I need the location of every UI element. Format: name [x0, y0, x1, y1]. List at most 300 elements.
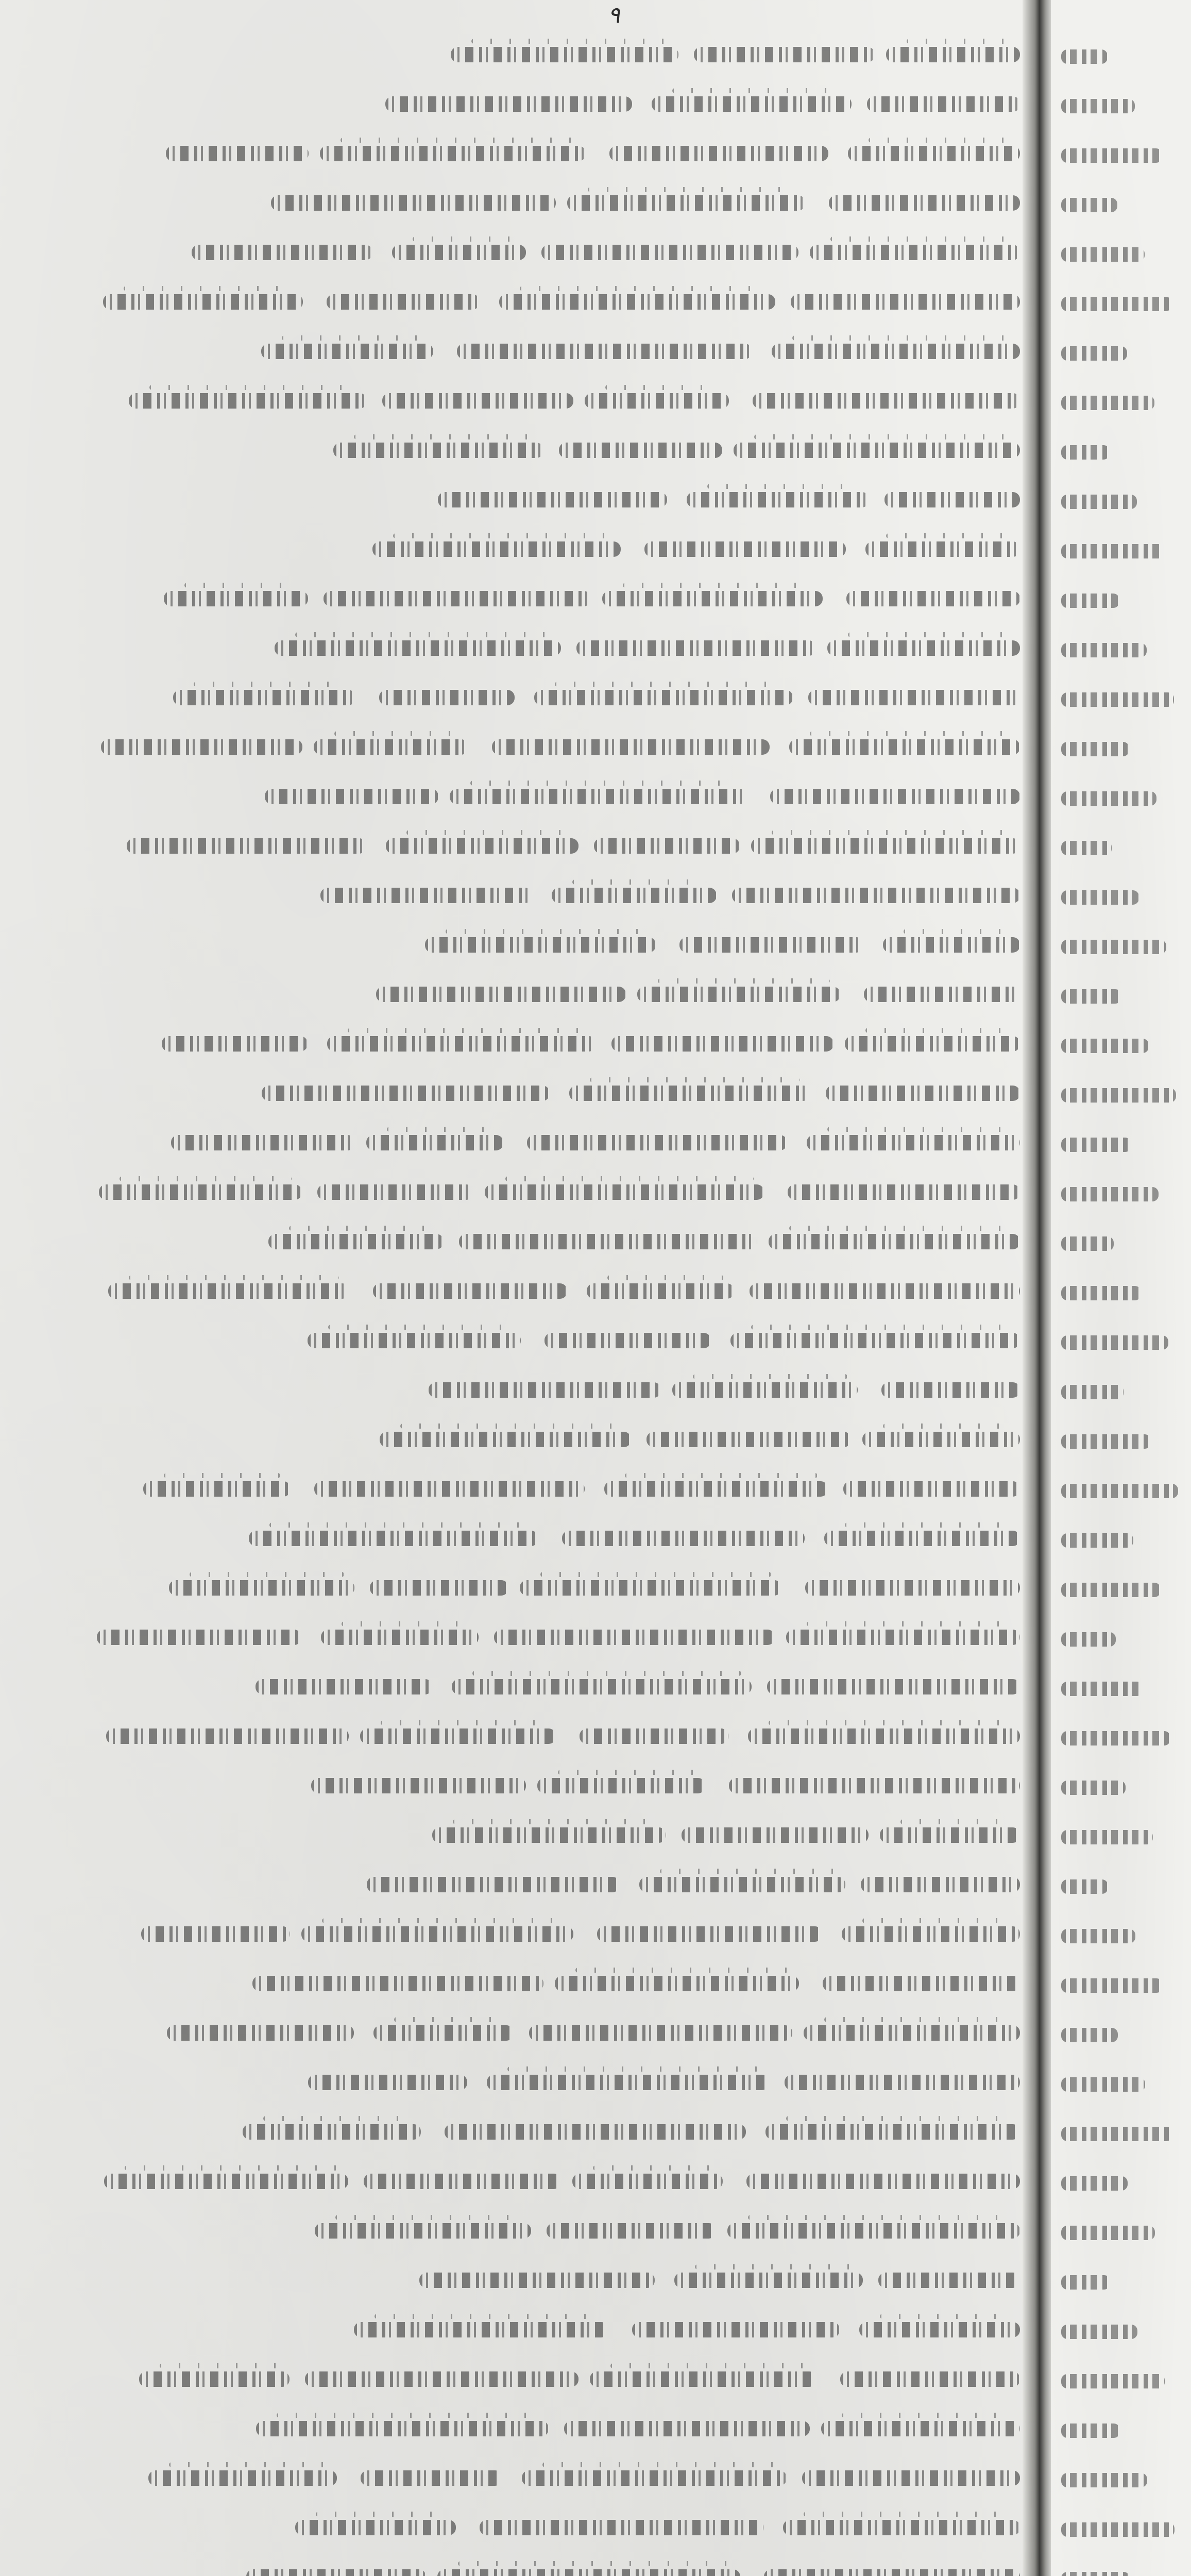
ink-stroke [169, 1580, 354, 1596]
ink-dots [883, 1423, 1010, 1429]
ink-stroke [594, 838, 740, 854]
ink-stroke [805, 1580, 1020, 1596]
ink-dots [693, 1374, 847, 1379]
ink-stroke [802, 2470, 1020, 2486]
ink-stroke [639, 1877, 845, 1892]
ink-dots [458, 2561, 730, 2566]
ink-stroke [372, 541, 621, 557]
ink-stroke [1061, 643, 1147, 657]
ink-stroke [637, 987, 840, 1002]
ink-dots [810, 731, 1010, 736]
adjacent-script-line [1061, 1515, 1185, 1564]
ink-stroke [552, 888, 717, 903]
ink-dots [558, 1770, 695, 1775]
ink-dots [277, 2413, 538, 2418]
ink-stroke [609, 146, 828, 161]
ink-stroke [373, 2025, 514, 2041]
ink-dots [555, 682, 782, 687]
ink-stroke [192, 245, 372, 260]
ink-stroke [848, 146, 1020, 161]
adjacent-script-line [1061, 1762, 1185, 1811]
script-line [77, 1463, 1020, 1512]
ink-stroke [143, 1481, 291, 1497]
adjacent-script-line [1061, 2504, 1185, 2553]
ink-stroke [1061, 1187, 1159, 1201]
ink-stroke [1061, 940, 1166, 954]
ink-stroke [569, 1086, 810, 1101]
ink-stroke [1061, 396, 1154, 410]
ink-dots [184, 583, 298, 588]
ink-dots [623, 583, 812, 588]
ink-dots [769, 1720, 1010, 1725]
ink-stroke [580, 1728, 728, 1744]
ink-stroke [846, 591, 1020, 606]
ink-stroke [807, 1135, 1020, 1150]
ink-dots [269, 1522, 528, 1528]
ink-dots [381, 1720, 546, 1725]
ink-stroke [1061, 2473, 1147, 2487]
ink-stroke [499, 294, 775, 310]
adjacent-script-line [1061, 1614, 1185, 1663]
ink-dots [789, 1226, 1010, 1231]
ink-stroke [171, 1135, 355, 1150]
ink-dots [542, 2462, 776, 2467]
adjacent-script-line [1061, 1713, 1185, 1762]
ink-dots [413, 236, 516, 242]
ink-stroke [480, 2520, 763, 2535]
ink-stroke [734, 443, 1020, 458]
ink-stroke [585, 393, 729, 409]
ink-stroke [1061, 1088, 1176, 1103]
ink-stroke [265, 789, 438, 804]
script-line [77, 2007, 1020, 2056]
ink-stroke [305, 2371, 579, 2387]
ink-dots [470, 781, 736, 786]
ink-stroke [445, 2124, 746, 2140]
ink-stroke [1061, 2176, 1128, 2191]
ink-stroke [1061, 495, 1137, 509]
ink-stroke [865, 541, 1020, 557]
ink-stroke [108, 1283, 349, 1299]
ink-dots [886, 533, 1010, 538]
ink-stroke [646, 1432, 851, 1447]
ink-stroke [1061, 692, 1174, 707]
ink-stroke [321, 1630, 479, 1645]
ink-stroke [602, 591, 823, 606]
ink-stroke [1061, 1039, 1149, 1053]
ink-stroke [604, 1481, 828, 1497]
adjacent-script-line [1061, 624, 1185, 674]
ink-dots [869, 138, 1010, 143]
ink-stroke [243, 2124, 421, 2140]
adjacent-script-line [1061, 2405, 1185, 2454]
ink-dots [160, 2363, 279, 2368]
ink-stroke [1061, 1286, 1141, 1300]
ink-stroke [99, 1184, 302, 1200]
ink-stroke [106, 1728, 349, 1744]
adjacent-script-line [1061, 80, 1185, 130]
script-line [77, 473, 1020, 523]
ink-dots [540, 1572, 771, 1577]
ink-stroke [162, 1036, 308, 1052]
ink-stroke [256, 2421, 549, 2436]
script-line [77, 671, 1020, 721]
ink-stroke [1061, 1731, 1170, 1745]
ink-stroke [1061, 2275, 1110, 2290]
ink-stroke [1061, 1682, 1143, 1696]
adjacent-script-line [1061, 2306, 1185, 2355]
script-line [77, 820, 1020, 869]
ink-dots [190, 1572, 344, 1577]
adjacent-script-line [1061, 2257, 1185, 2306]
ink-stroke [311, 1778, 526, 1793]
adjacent-script-line [1061, 2355, 1185, 2405]
ink-stroke [791, 294, 1020, 310]
handwritten-text-block [77, 28, 1020, 2576]
ink-stroke [373, 1283, 567, 1299]
ink-stroke [534, 690, 793, 705]
ink-stroke [249, 1531, 538, 1546]
ink-stroke [494, 1630, 775, 1645]
adjacent-script-line [1061, 1070, 1185, 1119]
ink-stroke [364, 2174, 561, 2189]
ink-stroke [770, 789, 1020, 804]
script-line [77, 1809, 1020, 1858]
script-line [77, 1018, 1020, 1067]
adjacent-script-line [1061, 2454, 1185, 2504]
script-line [77, 1611, 1020, 1660]
ink-stroke [386, 838, 579, 854]
ink-dots [124, 286, 293, 291]
adjacent-script-line [1061, 921, 1185, 971]
ink-stroke [315, 2223, 531, 2239]
ink-stroke [1061, 1434, 1151, 1449]
adjacent-script-line [1061, 1020, 1185, 1070]
ink-stroke [652, 96, 852, 112]
ink-stroke [382, 393, 573, 409]
ink-dots [672, 88, 841, 93]
script-line [77, 375, 1020, 424]
ink-stroke [529, 2025, 792, 2041]
ink-stroke [845, 1036, 1020, 1052]
ink-stroke [275, 640, 561, 656]
ink-dots [125, 2165, 338, 2171]
adjacent-script-line [1061, 1861, 1185, 1910]
ink-dots [169, 2462, 327, 2467]
ink-stroke [522, 2470, 787, 2486]
ink-dots [590, 1077, 800, 1082]
ink-stroke [564, 2421, 810, 2436]
ink-stroke [1061, 2374, 1165, 2388]
script-line [77, 572, 1020, 622]
ink-stroke [746, 2174, 1020, 2189]
ink-stroke [333, 443, 543, 458]
ink-stroke [104, 2174, 348, 2189]
adjacent-script-line [1061, 971, 1185, 1020]
script-line [77, 869, 1020, 919]
ink-stroke [485, 1184, 764, 1200]
ink-stroke [314, 1481, 585, 1497]
ink-stroke [166, 146, 309, 161]
ink-stroke [632, 2322, 840, 2337]
ink-stroke [679, 937, 863, 953]
script-line [77, 1908, 1020, 1957]
adjacent-script-line [1061, 31, 1185, 80]
ink-dots [400, 1423, 621, 1429]
adjacent-script-line [1061, 1366, 1185, 1416]
script-line [77, 1660, 1020, 1710]
ink-dots [471, 39, 668, 44]
ink-dots [807, 1621, 1010, 1626]
ink-dots [607, 1275, 724, 1280]
ink-stroke [1061, 247, 1145, 262]
ink-dots [164, 1473, 280, 1478]
ink-stroke [821, 2421, 1020, 2436]
ink-stroke [576, 640, 816, 656]
ink-stroke [419, 2273, 655, 2288]
script-line [77, 127, 1020, 177]
script-line [77, 770, 1020, 820]
ink-stroke [367, 1877, 620, 1892]
ink-stroke [492, 739, 770, 755]
ink-stroke [748, 1728, 1020, 1744]
ink-stroke [682, 1827, 869, 1843]
adjacent-script-line [1061, 723, 1185, 773]
adjacent-script-line [1061, 229, 1185, 278]
ink-stroke [1061, 890, 1139, 905]
script-line [77, 1710, 1020, 1759]
ink-stroke [823, 1976, 1020, 1991]
ink-dots [862, 1918, 1010, 1923]
ink-stroke [1061, 1879, 1108, 1894]
adjacent-script-line [1061, 1218, 1185, 1267]
adjacent-script-line [1061, 526, 1185, 575]
adjacent-script-line [1061, 822, 1185, 872]
adjacent-script-line [1061, 427, 1185, 476]
ink-dots [335, 2215, 521, 2220]
script-line [77, 2254, 1020, 2303]
ink-dots [316, 2512, 446, 2517]
ink-stroke [1061, 594, 1119, 608]
ink-dots [348, 1028, 586, 1033]
ink-stroke [545, 1333, 711, 1348]
ink-dots [593, 2165, 712, 2171]
ink-dots [354, 434, 533, 439]
script-line [77, 276, 1020, 325]
script-line [77, 2501, 1020, 2551]
ink-stroke [314, 739, 468, 755]
script-line [77, 1215, 1020, 1265]
ink-stroke [487, 2075, 769, 2090]
adjacent-script-line [1061, 1416, 1185, 1465]
ink-stroke [1061, 1583, 1161, 1597]
ink-stroke [452, 1679, 752, 1694]
script-line [77, 226, 1020, 276]
ink-stroke [1061, 1978, 1163, 1993]
script-line [77, 2106, 1020, 2155]
ink-stroke [520, 1580, 781, 1596]
ink-stroke [729, 1778, 1020, 1793]
script-line [77, 177, 1020, 226]
script-line [77, 424, 1020, 473]
ink-stroke [881, 1382, 1020, 1398]
ink-stroke [320, 146, 586, 161]
adjacent-script-line [1061, 1119, 1185, 1168]
ink-stroke [859, 2322, 1020, 2337]
ink-dots [751, 1325, 1010, 1330]
adjacent-script-line [1061, 773, 1185, 822]
ink-stroke [1061, 346, 1127, 361]
script-line [77, 1265, 1020, 1314]
ink-stroke [308, 1333, 521, 1348]
ink-stroke [425, 937, 656, 953]
ink-dots [575, 1968, 789, 1973]
script-line [77, 1957, 1020, 2007]
ink-stroke [1061, 2028, 1118, 2042]
ink-stroke [843, 1481, 1020, 1497]
ink-dots [342, 1621, 468, 1626]
ink-stroke [1061, 841, 1112, 855]
ink-stroke [541, 245, 798, 260]
ink-stroke [438, 492, 667, 507]
ink-stroke [590, 2371, 816, 2387]
ink-stroke [727, 2223, 1020, 2239]
ink-dots [848, 632, 1010, 637]
ink-dots [295, 632, 551, 637]
ink-stroke [567, 195, 805, 211]
ink-stroke [354, 2322, 608, 2337]
ink-stroke [320, 888, 532, 903]
adjacent-script-line [1061, 2059, 1185, 2108]
ink-stroke [867, 96, 1020, 112]
ink-stroke [1061, 791, 1156, 806]
adjacent-script-line [1061, 2553, 1185, 2576]
ink-stroke [1061, 99, 1135, 113]
ink-stroke [730, 1333, 1020, 1348]
ink-stroke [527, 1135, 787, 1150]
adjacent-script-line [1061, 1465, 1185, 1515]
ink-stroke [672, 1382, 858, 1398]
ink-dots [520, 286, 765, 291]
ink-stroke [148, 2470, 337, 2486]
ink-stroke [1061, 2077, 1145, 2092]
ink-stroke [547, 2223, 716, 2239]
script-line [77, 1858, 1020, 1908]
ink-stroke [808, 690, 1020, 705]
folio-number: ٩ [608, 2, 620, 28]
ink-dots [786, 2116, 1010, 2121]
ink-stroke [753, 393, 1020, 409]
ink-dots [610, 2363, 806, 2368]
script-line [77, 1413, 1020, 1463]
ink-stroke [886, 47, 1020, 62]
ink-dots [845, 1522, 1010, 1528]
ink-dots [695, 2264, 853, 2269]
ink-stroke [271, 195, 556, 211]
ink-stroke [732, 888, 1020, 903]
script-line [77, 2056, 1020, 2106]
ink-stroke [1061, 1632, 1116, 1647]
ink-dots [129, 1275, 339, 1280]
ink-stroke [1061, 1138, 1131, 1152]
ink-stroke [450, 789, 746, 804]
ink-dots [334, 731, 458, 736]
ink-dots [880, 2314, 1010, 2319]
ink-stroke [1061, 198, 1117, 212]
ink-dots [387, 1127, 493, 1132]
ink-dots [282, 335, 423, 341]
ink-dots [120, 1176, 292, 1181]
ink-stroke [1061, 2226, 1155, 2240]
script-line [77, 1314, 1020, 1364]
ink-stroke [769, 1234, 1020, 1249]
ink-stroke [139, 2371, 290, 2387]
ink-stroke [1061, 2572, 1130, 2576]
ink-stroke [824, 1531, 1020, 1546]
ink-stroke [1061, 445, 1110, 460]
script-line [77, 2155, 1020, 2205]
ink-stroke [765, 2124, 1020, 2140]
adjacent-script-line [1061, 130, 1185, 179]
ink-stroke [103, 294, 303, 310]
ink-stroke [767, 1679, 1020, 1694]
ink-stroke [562, 1531, 805, 1546]
ink-dots [393, 533, 610, 538]
script-line [77, 523, 1020, 572]
ink-stroke [380, 1432, 631, 1447]
ink-stroke [555, 1976, 799, 1991]
ink-stroke [451, 47, 678, 62]
ink-dots [507, 2066, 759, 2072]
ink-dots [804, 2512, 1010, 2517]
ink-dots [605, 385, 719, 390]
ink-stroke [597, 1926, 822, 1942]
ink-dots [907, 39, 1010, 44]
ink-stroke [141, 1926, 290, 1942]
ink-stroke [537, 1778, 705, 1793]
ink-dots [904, 929, 1010, 934]
ink-stroke [1061, 2522, 1175, 2537]
ink-stroke [1061, 544, 1164, 558]
ink-stroke [785, 2075, 1020, 2090]
ink-stroke [459, 1234, 757, 1249]
ink-stroke [884, 492, 1020, 507]
script-line [77, 919, 1020, 968]
ink-dots [322, 1918, 563, 1923]
ink-stroke [827, 640, 1020, 656]
adjacent-script-line [1061, 872, 1185, 921]
script-line [77, 2353, 1020, 2402]
ink-dots [772, 830, 1010, 835]
ink-stroke [385, 96, 632, 112]
ink-stroke [842, 1926, 1020, 1942]
ink-dots [748, 2215, 1010, 2220]
ink-dots [588, 187, 795, 192]
ink-dots [149, 385, 356, 390]
ink-stroke [392, 245, 526, 260]
ink-stroke [361, 2470, 502, 2486]
ink-stroke [324, 591, 591, 606]
ink-stroke [317, 1184, 473, 1200]
ink-stroke [1061, 1484, 1178, 1498]
ink-dots [625, 1473, 818, 1478]
ink-stroke [308, 2075, 467, 2090]
ink-dots [194, 682, 345, 687]
adjacent-script-line [1061, 179, 1185, 229]
adjacent-page-text [1061, 31, 1185, 2576]
ink-stroke [810, 245, 1020, 260]
ink-stroke [764, 2569, 1020, 2576]
